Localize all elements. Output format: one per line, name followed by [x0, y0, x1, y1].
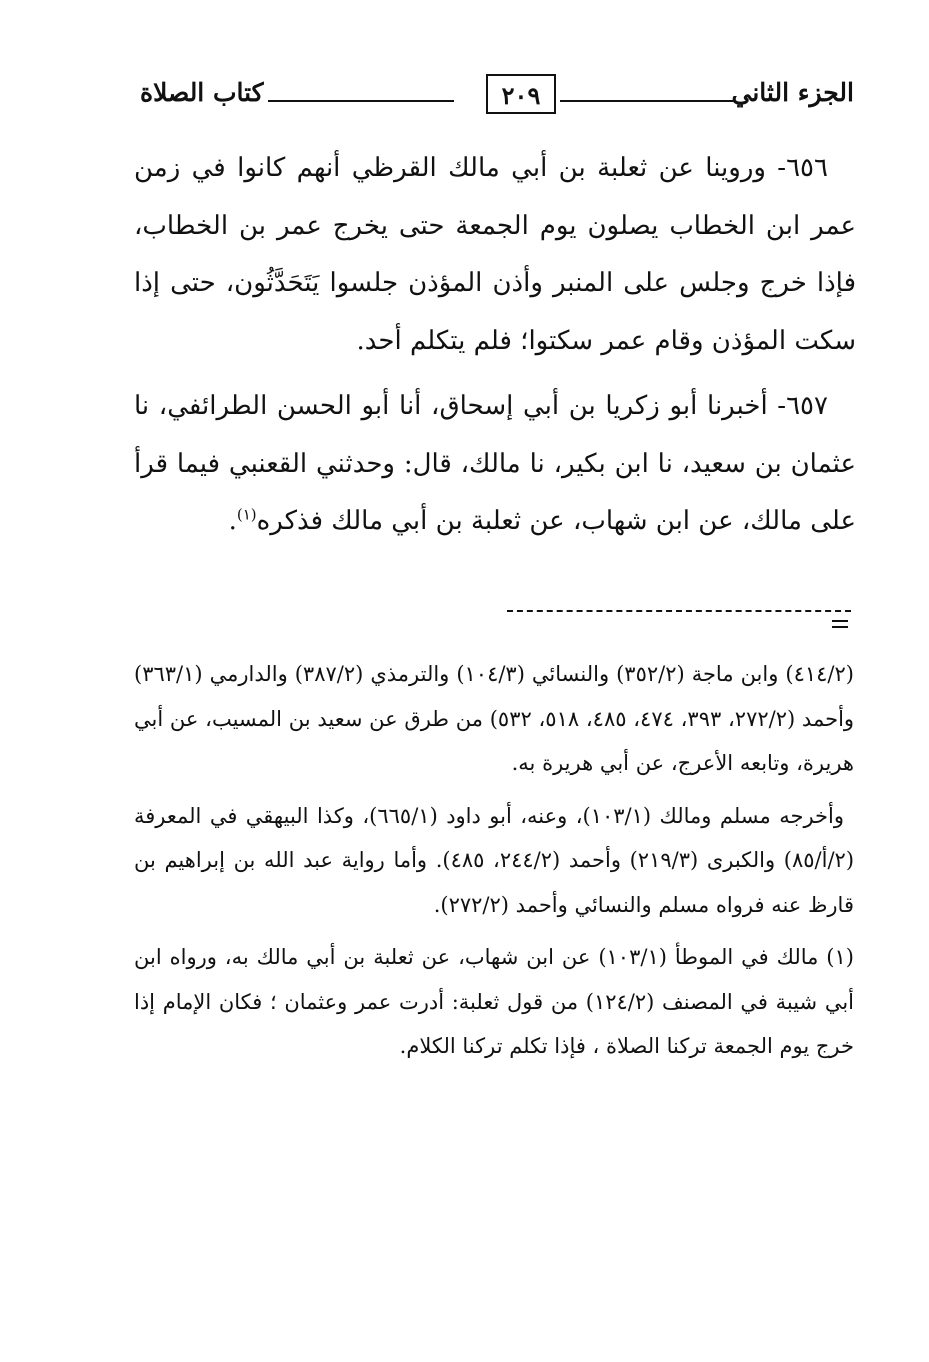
- running-header: [140, 72, 854, 118]
- book-title: كتاب الصلاة: [140, 78, 264, 107]
- footnotes: [134, 652, 854, 1077]
- volume-title: الجزء الثاني: [731, 78, 854, 107]
- page-number: ٢٠٩: [486, 74, 556, 114]
- footnote-separator: [507, 610, 851, 612]
- header-rule-right: [560, 100, 736, 102]
- main-text: [134, 140, 856, 559]
- footnote-continued: (٤١٤/٢) وابن ماجة (٣٥٢/٢) والنسائي (١٠٤/٣) والترمذي (٣٨٧/٢) والدارمي (٣٦٣/١) وأحمد (٢٧٢/٢، ٣٩٣، ٤٧٤، ٤٨٥، ٥١٨، ٥٣٢) من طرق عن سعيد بن المسيب، عن أبي هريرة، وتابعه الأعرج، عن أبي هريرة به.: [134, 662, 855, 775]
- hadith-656: ٦٥٦- وروينا عن ثعلبة بن أبي مالك القرظي أنهم كانوا في زمن عمر ابن الخطاب يصلون يوم الجمعة حتى يخرج عمر بن الخطاب، فإذا خرج وجلس على المنبر وأذن المؤذن جلسوا يَتَحَدَّثُون، حتى إذا سكت المؤذن وقام عمر سكتوا؛ فلم يتكلم أحد.: [134, 153, 856, 356]
- footnote-ref[interactable]: (١): [236, 505, 257, 524]
- hadith-657: [134, 378, 856, 551]
- footnote-continued-2: وأخرجه مسلم ومالك (١٠٣/١)، وعنه، أبو داود (٦٦٥/١)، وكذا البيهقي في المعرفة (٢/أ/٨٥) والكبرى (٢١٩/٣) وأحمد (٢٤٤/٢، ٤٨٥). وأما رواية عبد الله بن إبراهيم بن قارظ عنه فرواه مسلم والنسائي وأحمد (٢٧٢/٢).: [134, 803, 855, 917]
- footnote-1: (١) مالك في الموطأ (١٠٣/١) عن ابن شهاب، عن ثعلبة بن أبي مالك به، ورواه ابن أبي شيبة في المصنف (١٢٤/٢) من قول ثعلبة: أدرت عمر وعثمان ؛ فكان الإمام إذا خرج يوم الجمعة تركنا الصلاة ، فإذا تكلم تركنا الكلام.: [134, 945, 854, 1058]
- hadith-657-period: .: [228, 506, 237, 536]
- continuation-mark: [832, 620, 848, 630]
- header-rule-left: [268, 100, 454, 102]
- hadith-657-text: ٦٥٧- أخبرنا أبو زكريا بن أبي إسحاق، أنا أبو الحسن الطرائفي، نا عثمان بن سعيد، نا ابن بكير، نا مالك، قال: وحدثني القعنبي فيما قرأ على مالك، عن ابن شهاب، عن ثعلبة بن أبي مالك فذكره: [134, 391, 856, 536]
